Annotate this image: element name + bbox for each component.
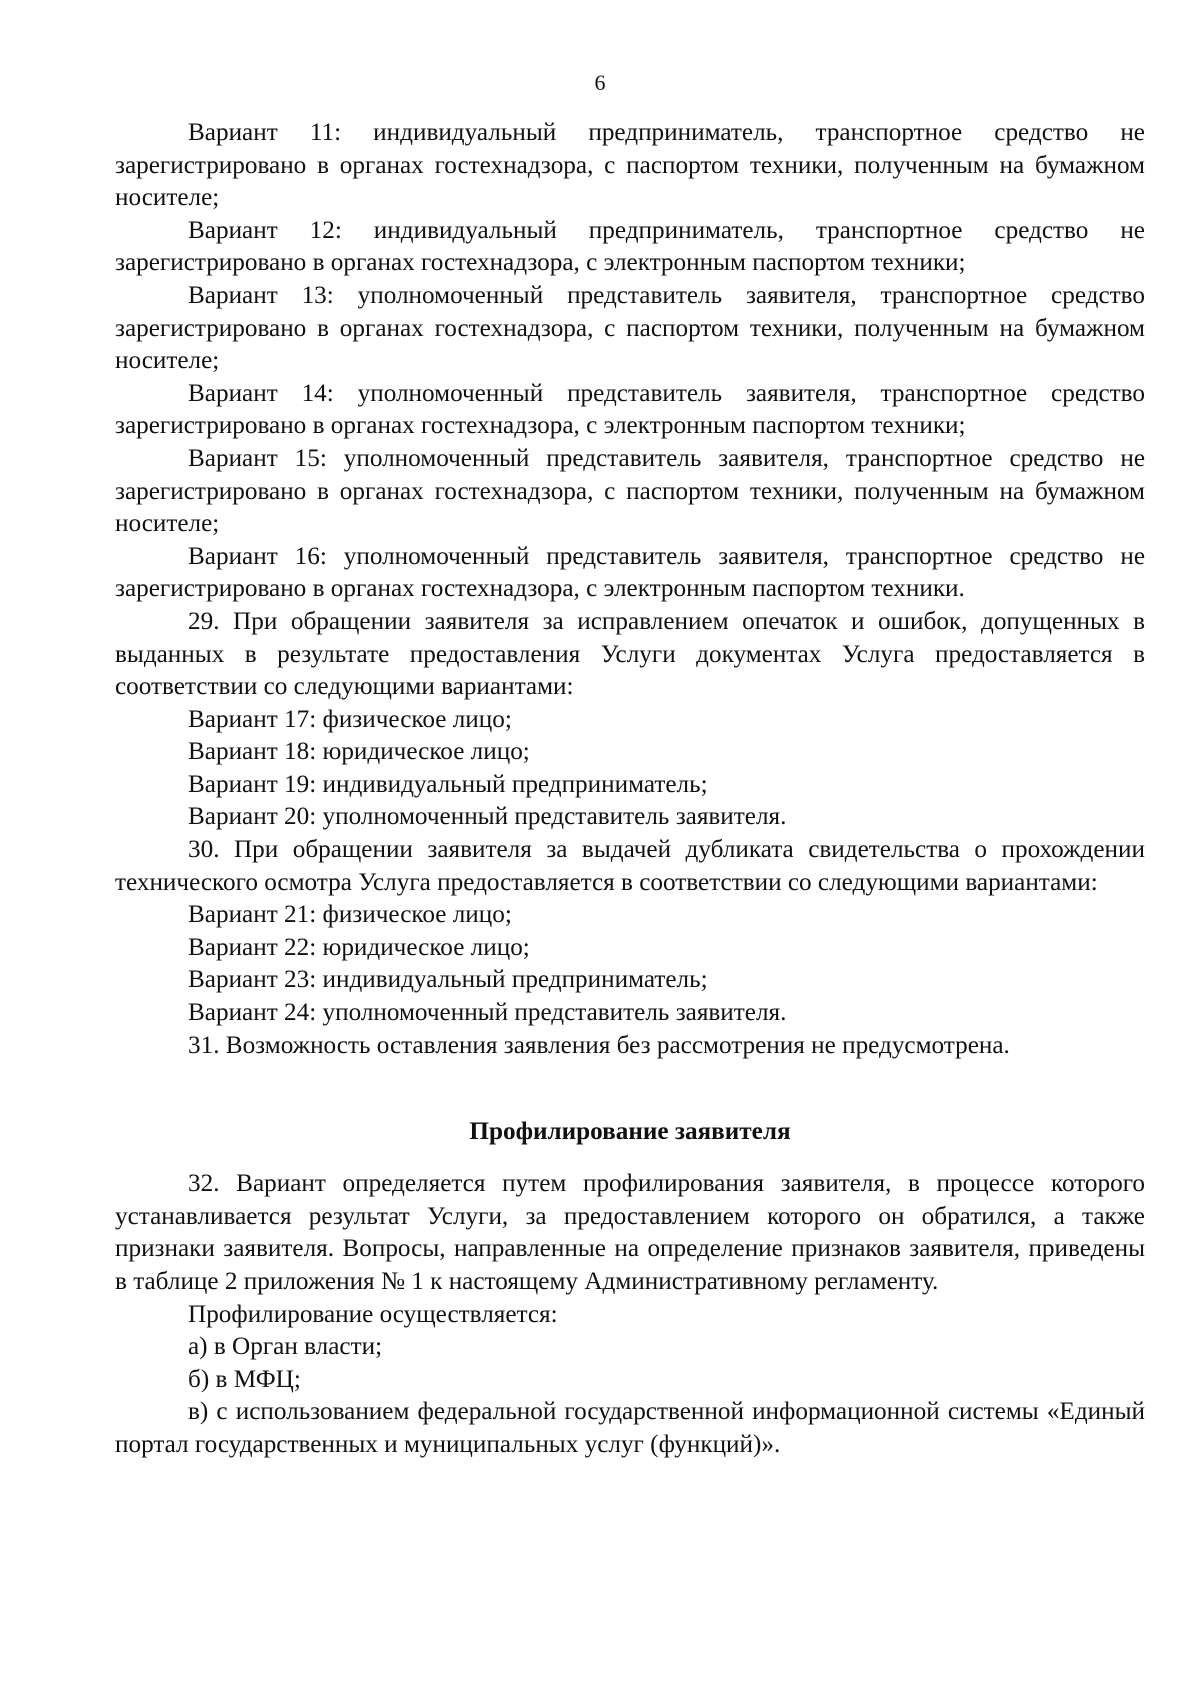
page-number: 6 [594, 70, 606, 95]
paragraph-variant-13: Вариант 13: уполномоченный представитель заявителя, транспортное средство зарегистрировано в органах гостехнадзора, с паспортом техники, полученным на бумажном носителе; [115, 281, 1145, 375]
paragraph-item-32: 32. Вариант определяется путем профилирования заявителя, в процессе которого устанавливается результат Услуги, за предоставлением которого он обратился, а также признаки заявителя. Вопросы, направленные на определение признаков заявителя, приведены в таблице 2 приложения № 1 к настоящему Административному регламенту. [115, 1170, 1145, 1295]
paragraph-item-30: 30. При обращении заявителя за выдачей дубликата свидетельства о прохождении технического осмотра Услуга предоставляется в соответствии со следующими вариантами: [115, 836, 1145, 896]
paragraph-variant-20: Вариант 20: уполномоченный представитель заявителя. [188, 803, 787, 831]
paragraph-variant-14: Вариант 14: уполномоченный представитель заявителя, транспортное средство зарегистрировано в органах гостехнадзора, с электронным паспортом техники; [115, 379, 1145, 440]
paragraph-item-29: 29. При обращении заявителя за исправлением опечаток и ошибок, допущенных в выданных в результате предоставления Услуги документах Услуга предоставляется в соответствии со следующими вариантами: [115, 607, 1145, 701]
paragraph-variant-19: Вариант 19: индивидуальный предприниматель; [188, 770, 708, 798]
paragraph-item-31: 31. Возможность оставления заявления без рассмотрения не предусмотрена. [188, 1031, 1010, 1059]
paragraph-profiling-a: а) в Орган власти; [188, 1333, 383, 1361]
paragraph-variant-22: Вариант 22: юридическое лицо; [188, 933, 530, 961]
paragraph-variant-24: Вариант 24: уполномоченный представитель заявителя. [188, 999, 787, 1027]
section-heading: Профилирование заявителя [469, 1118, 791, 1146]
paragraph-variant-16: Вариант 16: уполномоченный представитель заявителя, транспортное средство не зарегистрировано в органах гостехнадзора, с электронным паспортом техники. [115, 542, 1145, 603]
paragraph-profiling-c: в) с использованием федеральной государственной информационной системы «Единый портал государственных и муниципальных услуг (функций)». [115, 1398, 1145, 1458]
paragraph-variant-11: Вариант 11: индивидуальный предприниматель, транспортное средство не зарегистрировано в органах гостехнадзора, с паспортом техники, полученным на бумажном носителе; [115, 119, 1145, 212]
paragraph-variant-23: Вариант 23: индивидуальный предприниматель; [188, 966, 708, 994]
paragraph-variant-21: Вариант 21: физическое лицо; [188, 901, 512, 929]
paragraph-profiling-b: б) в МФЦ; [188, 1365, 301, 1393]
paragraph-profiling-intro: Профилирование осуществляется: [188, 1300, 558, 1328]
paragraph-variant-17: Вариант 17: физическое лицо; [188, 705, 512, 733]
paragraph-variant-18: Вариант 18: юридическое лицо; [188, 738, 530, 766]
paragraph-variant-12: Вариант 12: индивидуальный предприниматель, транспортное средство не зарегистрировано в органах гостехнадзора, с электронным паспортом техники; [115, 216, 1145, 277]
document-body [115, 117, 1145, 1462]
paragraph-variant-15: Вариант 15: уполномоченный представитель заявителя, транспортное средство не зарегистрировано в органах гостехнадзора, с паспортом техники, полученным на бумажном носителе; [115, 444, 1145, 538]
